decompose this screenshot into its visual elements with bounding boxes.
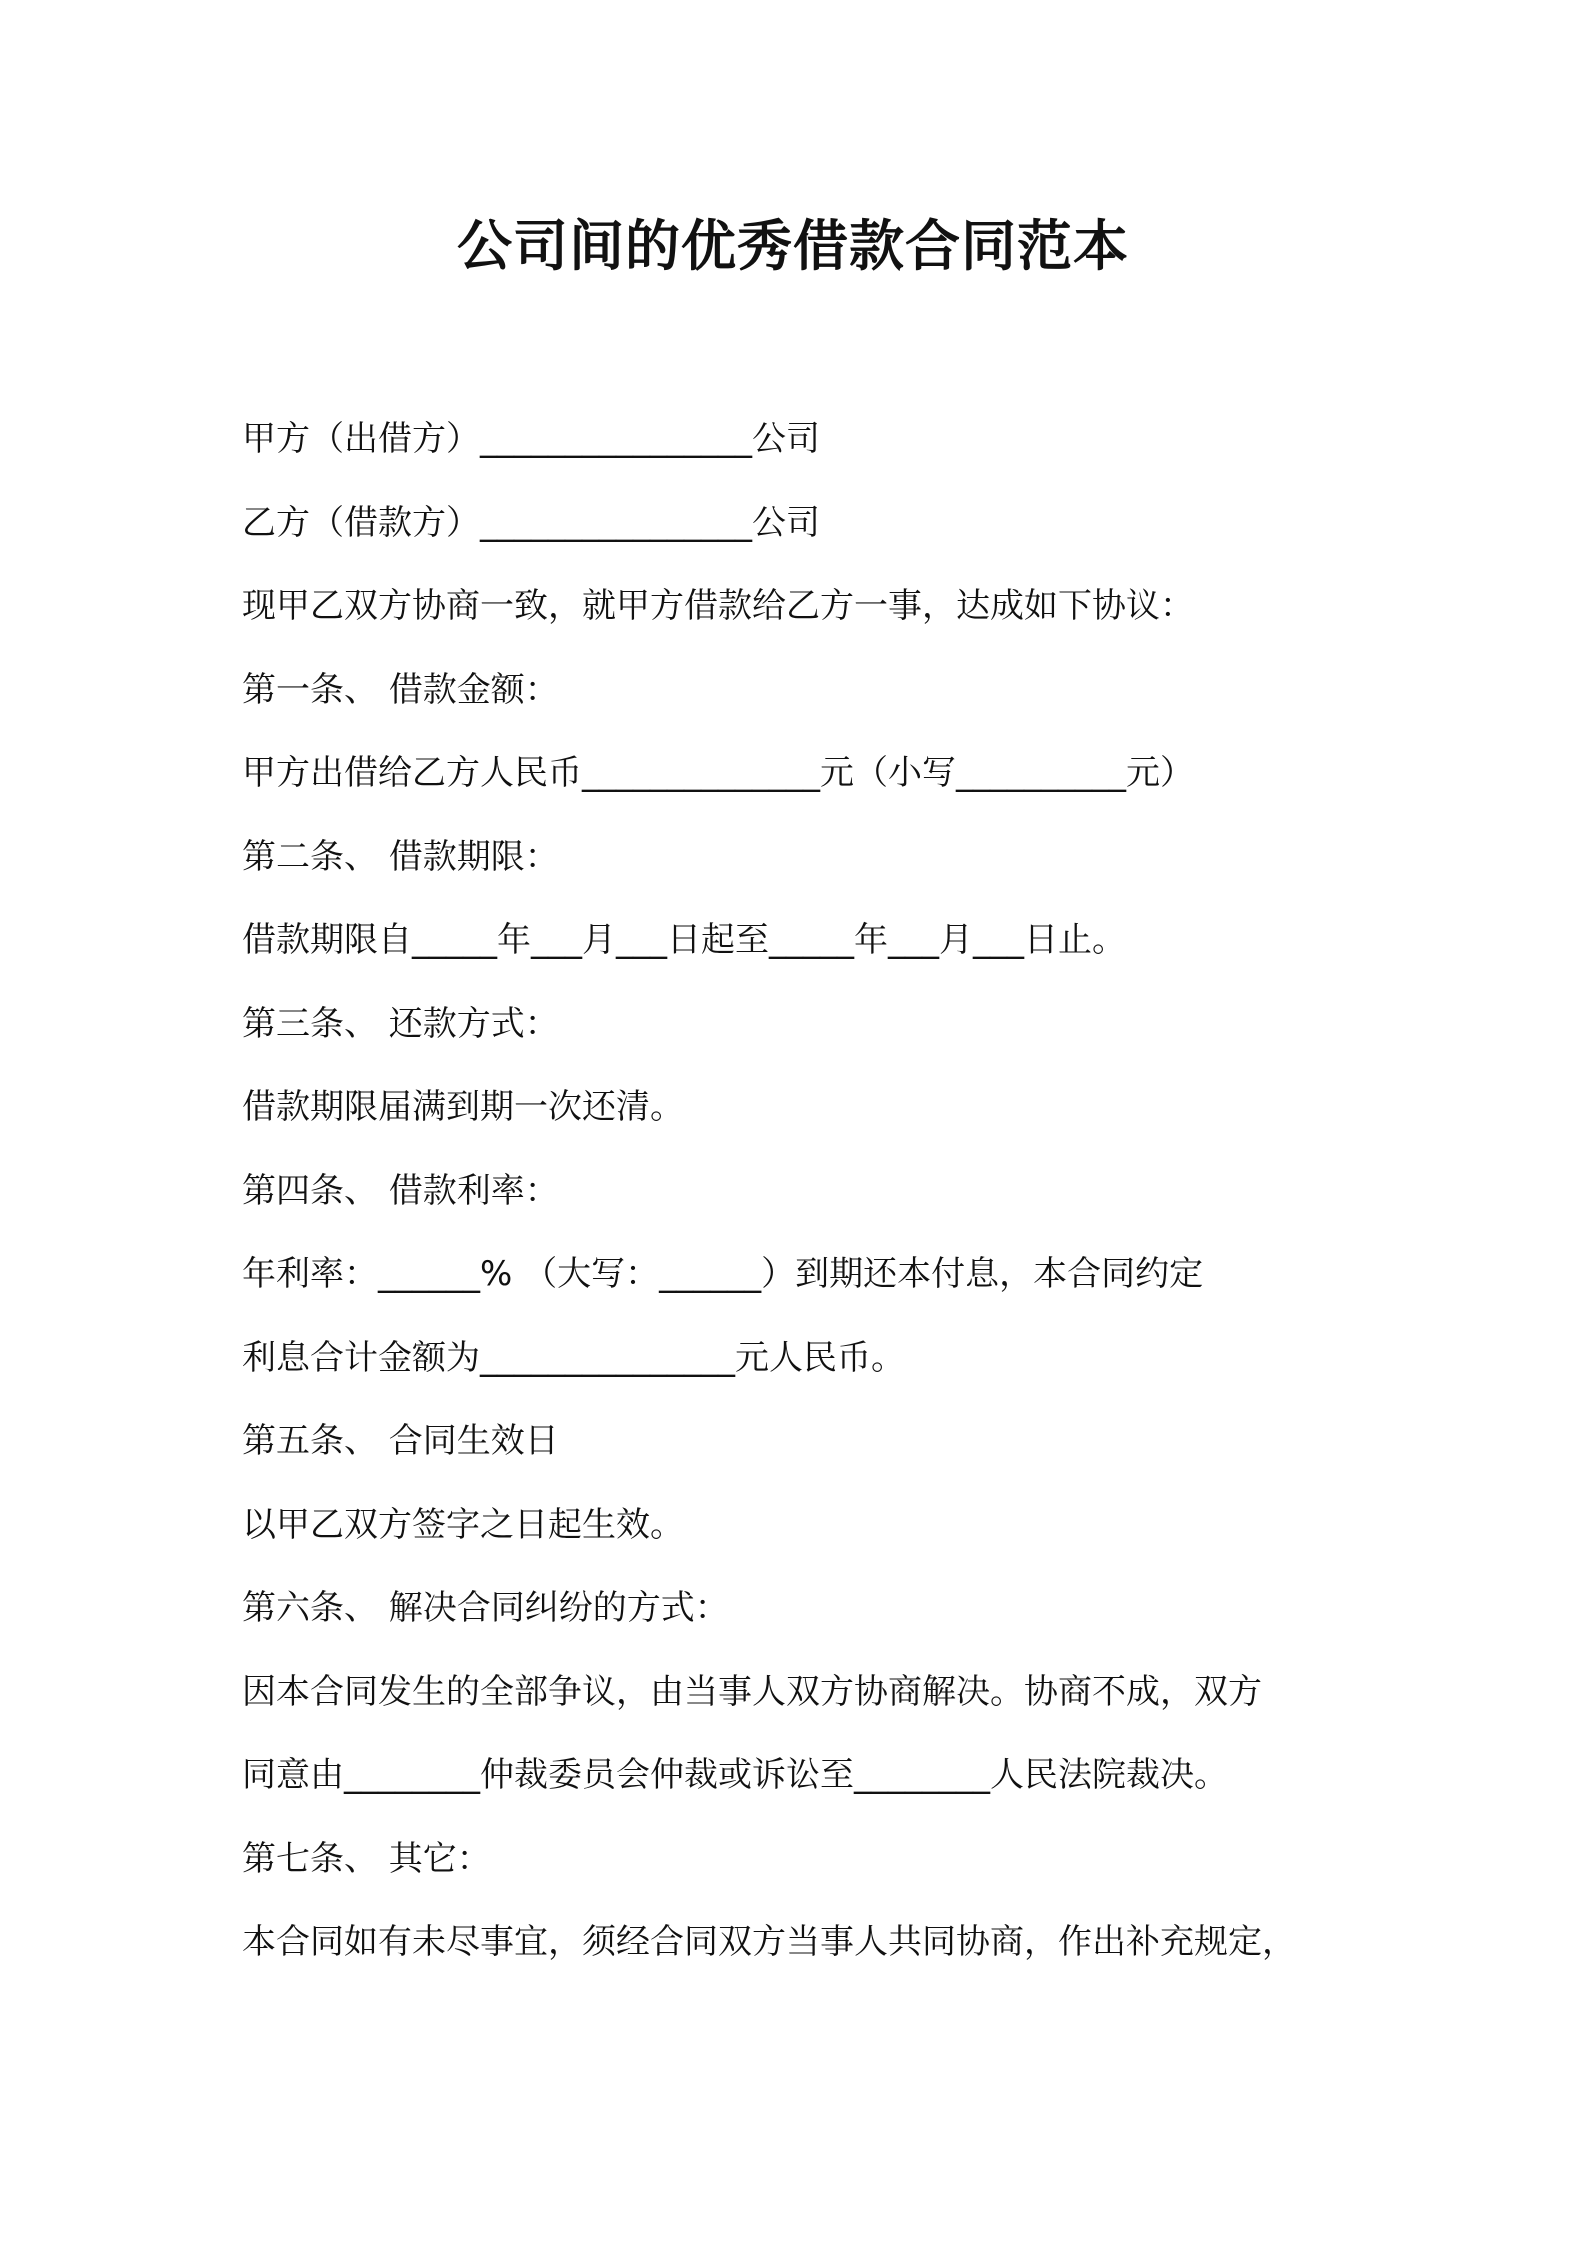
article-6-text-1: 因本合同发生的全部争议，由当事人双方协商解决。协商不成，双方 (242, 1671, 1262, 1712)
document-title: 公司间的优秀借款合同范本 (456, 214, 1129, 278)
document-body (242, 398, 1362, 1985)
agreement-intro: 现甲乙双方协商一致，就甲方借款给乙方一事，达成如下协议： (242, 586, 1194, 626)
article-2-text: 借款期限自_____年___月___日起至_____年___月___日止。 (242, 920, 1126, 960)
party-b-line: 乙方（借款方）________________公司 (242, 502, 820, 543)
article-3-heading: 第三条、 还款方式： (242, 1003, 559, 1044)
article-2-heading: 第二条、 借款期限： (242, 836, 559, 877)
article-4-heading: 第四条、 借款利率： (242, 1170, 559, 1211)
article-1-text: 甲方出借给乙方人民币______________元（小写__________元） (242, 753, 1194, 793)
party-a-line: 甲方（出借方）________________公司 (242, 419, 820, 459)
article-4-text-1: 年利率：______% （大写：______）到期还本付息，本合同约定 (242, 1254, 1204, 1294)
article-3-text: 借款期限届满到期一次还清。 (242, 1087, 684, 1127)
article-7-text: 本合同如有未尽事宜，须经合同双方当事人共同协商，作出补充规定， (242, 1922, 1296, 1962)
article-1-heading: 第一条、 借款金额： (242, 669, 559, 710)
article-4-text-2: 利息合计金额为_______________元人民币。 (242, 1337, 905, 1378)
article-6-text-2: 同意由________仲裁委员会仲裁或诉讼至________人民法院裁决。 (242, 1755, 1228, 1795)
article-7-heading: 第七条、 其它： (242, 1838, 491, 1879)
article-5-heading: 第五条、 合同生效日 (242, 1421, 559, 1461)
article-6-heading: 第六条、 解决合同纠纷的方式： (242, 1588, 729, 1628)
article-5-text: 以甲乙双方签字之日起生效。 (242, 1504, 684, 1545)
